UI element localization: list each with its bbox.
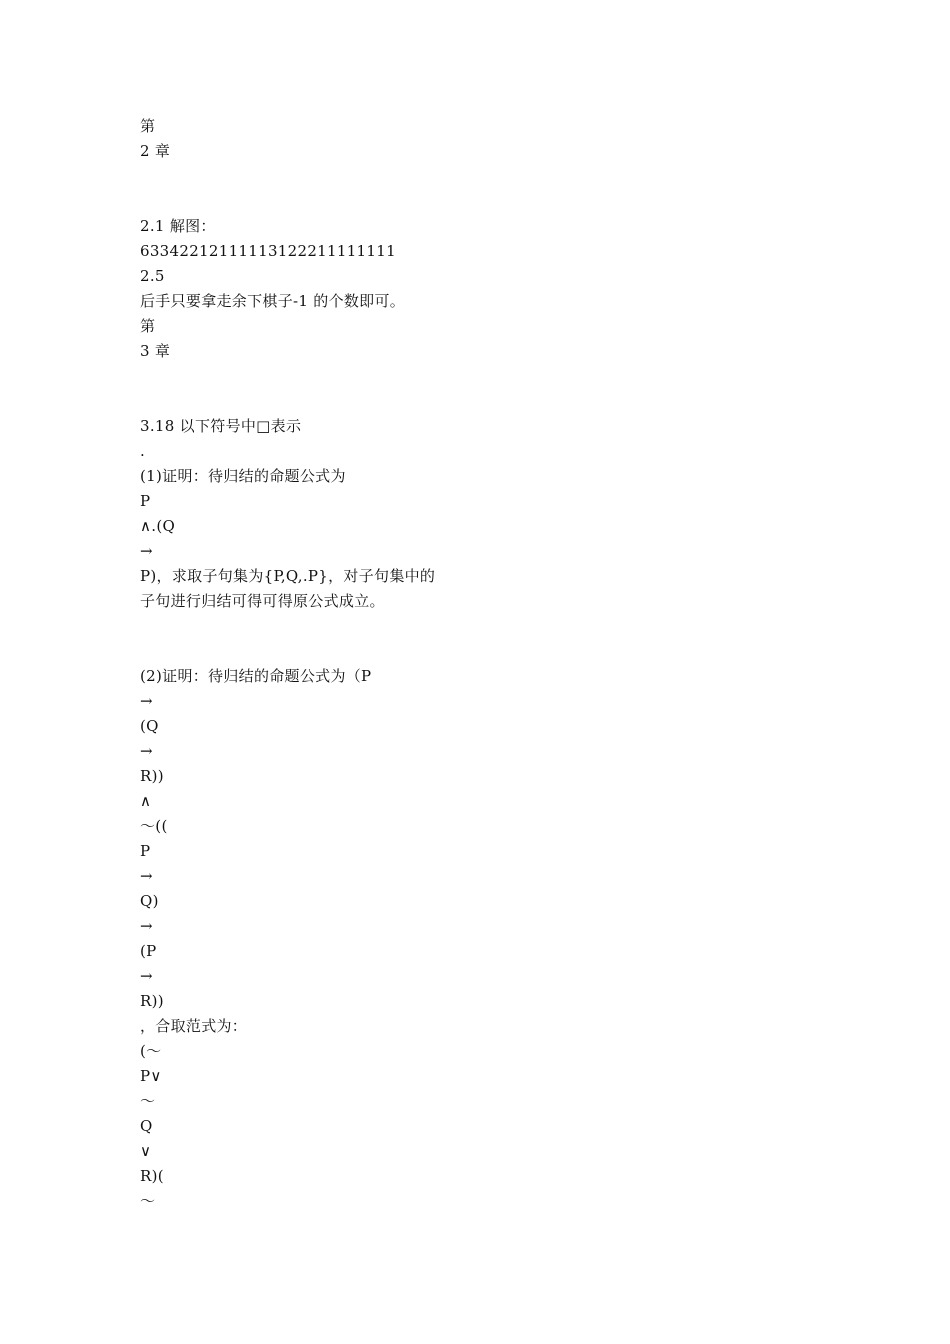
text-line: ～ xyxy=(140,1192,156,1210)
text-line: 3.18 以下符号中□表示 xyxy=(140,417,302,435)
text-line: (P xyxy=(140,942,157,960)
text-line: Q xyxy=(140,1117,153,1135)
text-line: ∨ xyxy=(140,1142,152,1160)
text-line: 后手只要拿走余下棋子-1 的个数即可。 xyxy=(140,292,406,310)
text-line: (1)证明：待归结的命题公式为 xyxy=(140,467,346,485)
text-line: ，合取范式为： xyxy=(140,1017,248,1035)
blank-line xyxy=(140,389,840,414)
blank-line xyxy=(140,164,840,189)
blank-line xyxy=(140,189,840,214)
blank-line xyxy=(140,614,840,639)
text-line: → xyxy=(140,692,153,710)
text-line: 3 章 xyxy=(140,342,171,360)
text-line: (～ xyxy=(140,1042,162,1060)
text-line: Q) xyxy=(140,892,159,910)
text-line: P xyxy=(140,492,151,510)
text-line: 2.1 解图： xyxy=(140,217,216,235)
text-line: ～(( xyxy=(140,817,168,835)
text-line: . xyxy=(140,442,146,460)
text-line: → xyxy=(140,917,153,935)
text-line: R)( xyxy=(140,1167,164,1185)
text-line: 第 xyxy=(140,317,156,335)
text-line: 子句进行归结可得可得原公式成立。 xyxy=(140,592,385,610)
text-line: R)) xyxy=(140,767,164,785)
text-line: 63342212111113122211111111 xyxy=(140,242,396,260)
text-line: → xyxy=(140,742,153,760)
text-line: (Q xyxy=(140,717,159,735)
text-line: 第 xyxy=(140,117,156,135)
text-line: → xyxy=(140,542,153,560)
text-line: ∧.(Q xyxy=(140,517,176,535)
text-line: P∨ xyxy=(140,1067,162,1085)
text-line: → xyxy=(140,867,153,885)
text-line: R)) xyxy=(140,992,164,1010)
blank-line xyxy=(140,639,840,664)
text-line: P)，求取子句集为{P,Q,.P}，对子句集中的 xyxy=(140,567,436,585)
text-line: 2 章 xyxy=(140,142,171,160)
text-line: 2.5 xyxy=(140,267,165,285)
text-line: ～ xyxy=(140,1092,156,1110)
text-line: ∧ xyxy=(140,792,152,810)
text-line: → xyxy=(140,967,153,985)
text-line: (2)证明：待归结的命题公式为（P xyxy=(140,667,372,685)
document-body xyxy=(140,114,840,1214)
blank-line xyxy=(140,364,840,389)
text-line: P xyxy=(140,842,151,860)
